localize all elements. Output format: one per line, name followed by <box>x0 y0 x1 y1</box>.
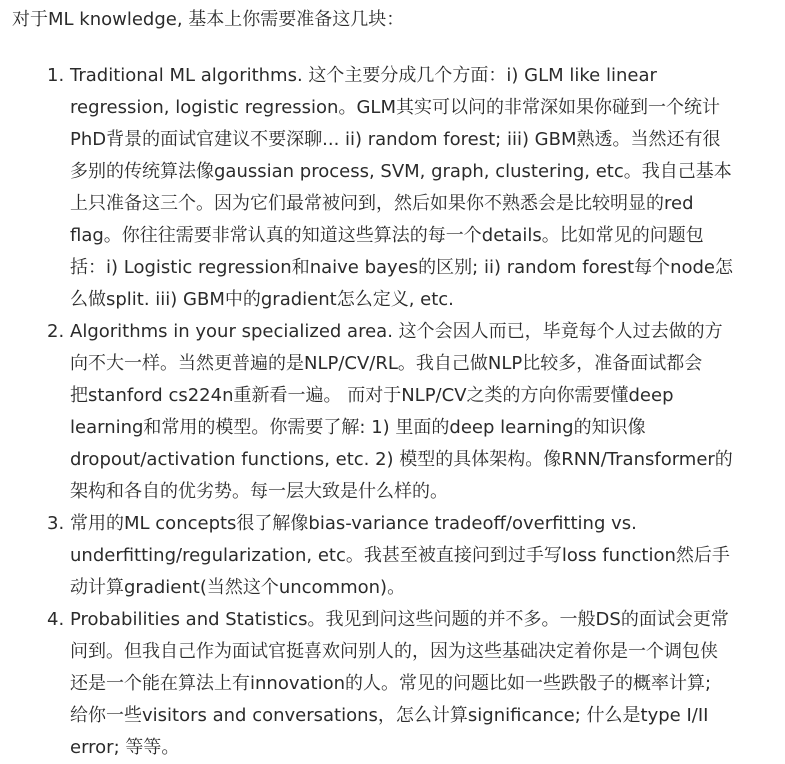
list-item <box>0 604 785 764</box>
intro-text: 对于ML knowledge, 基本上你需要准备这几块： <box>12 9 405 30</box>
list-item-text-line: error; 等等。 <box>70 737 180 758</box>
list-item-text-line: 向不大一样。当然更普遍的是NLP/CV/RL。我自己做NLP比较多，准备面试都会 <box>70 353 703 374</box>
list-item-text-line: 问到。但我自己作为面试官挺喜欢问别人的，因为这些基础决定着你是一个调包侠 <box>70 641 718 662</box>
numbered-list <box>0 60 785 764</box>
list-item-text-line: flag。你往往需要非常认真的知道这些算法的每一个details。比如常见的问题包 <box>70 225 704 246</box>
list-item-text-line: 把stanford cs224n重新看一遍。 而对于NLP/CV之类的方向你需要懂deep <box>70 385 674 406</box>
list-item-text-line: 常用的ML concepts很了解像bias-variance tradeoff/overfitting vs. <box>70 513 637 534</box>
list-item-text-line: dropout/activation functions, etc. 2) 模型的具体架构。像RNN/Transformer的 <box>70 449 733 470</box>
list-item-text-line: 动计算gradient(当然这个uncommon)。 <box>70 577 406 598</box>
list-item-text-line: Traditional ML algorithms. 这个主要分成几个方面：i) GLM like linear <box>70 65 657 86</box>
list-item-text-line: 给你一些visitors and conversations，怎么计算significance; 什么是type I/II <box>70 705 709 726</box>
list-item-text-line: regression, logistic regression。GLM其实可以问的非常深如果你碰到一个统计 <box>70 97 720 118</box>
list-item-text-line: 括：i) Logistic regression和naive bayes的区别; ii) random forest每个node怎 <box>70 257 734 278</box>
list-item <box>0 508 785 604</box>
list-item-text-line: Algorithms in your specialized area. 这个会因人而已，毕竟每个人过去做的方 <box>70 321 723 342</box>
list-item-text-line: 上只准备这三个。因为它们最常被问到，然后如果你不熟悉会是比较明显的red <box>70 193 694 214</box>
list-item-number: 3. <box>47 513 65 534</box>
list-item-text-line: learning和常用的模型。你需要了解: 1) 里面的deep learning的知识像 <box>70 417 646 438</box>
list-item-number: 1. <box>47 65 65 86</box>
list-item-text-line: 多别的传统算法像gaussian process, SVM, graph, clustering, etc。我自己基本 <box>70 161 732 182</box>
list-item-text-line: PhD背景的面试官建议不要深聊... ii) random forest; iii) GBM熟透。当然还有很 <box>70 129 721 150</box>
list-item-text-line: 架构和各自的优劣势。每一层大致是什么样的。 <box>70 481 448 502</box>
list-item-text-line: Probabilities and Statistics。我见到问这些问题的并不多。一般DS的面试会更常 <box>70 609 729 630</box>
list-item-text-line: 么做split. iii) GBM中的gradient怎么定义, etc. <box>70 289 454 310</box>
list-item-text-line: underfitting/regularization, etc。我甚至被直接问到过手写loss function然后手 <box>70 545 730 566</box>
list-item-number: 4. <box>47 609 65 630</box>
list-item-text-line: 还是一个能在算法上有innovation的人。常见的问题比如一些跌骰子的概率计算; <box>70 673 712 694</box>
list-item <box>0 60 785 316</box>
list-item-number: 2. <box>47 321 65 342</box>
list-item <box>0 316 785 508</box>
